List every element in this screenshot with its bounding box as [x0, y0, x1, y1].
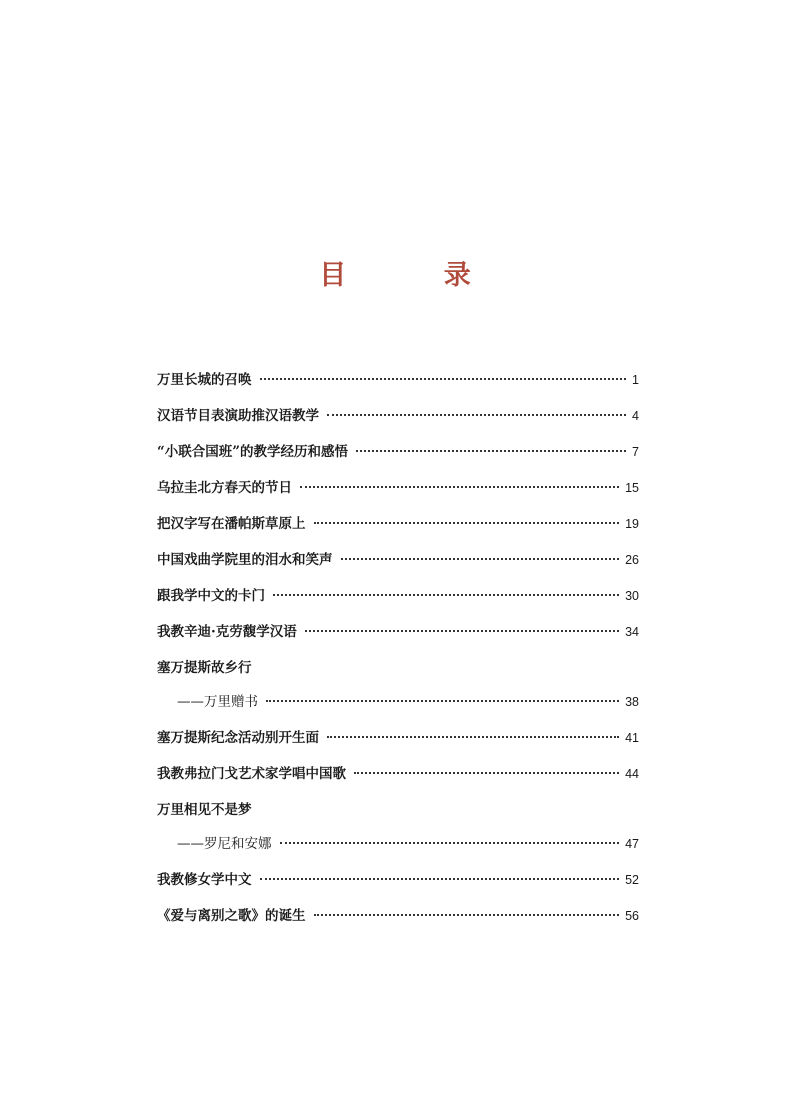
- dot-leader: [341, 558, 620, 560]
- toc-entry-page: 4: [632, 409, 639, 423]
- toc-entry-page: 56: [625, 909, 639, 923]
- toc-entry-page: 15: [625, 481, 639, 495]
- toc-entry-page: 47: [625, 837, 639, 851]
- toc-entry-page: 41: [625, 731, 639, 745]
- table-of-contents: [157, 362, 639, 934]
- dot-leader: [266, 700, 619, 702]
- toc-entry-title: 塞万提斯故乡行: [157, 660, 252, 676]
- toc-entry-page: 44: [625, 767, 639, 781]
- toc-entry-subtitle: ——万里赠书: [177, 694, 258, 710]
- toc-entry-title: 跟我学中文的卡门: [157, 588, 265, 604]
- toc-entry[interactable]: [157, 506, 639, 542]
- dot-leader: [327, 414, 626, 416]
- dot-leader: [280, 842, 620, 844]
- toc-entry-page: 52: [625, 873, 639, 887]
- dot-leader: [260, 878, 620, 880]
- toc-entry-page: 38: [625, 695, 639, 709]
- toc-entry-title: 把汉字写在潘帕斯草原上: [157, 516, 306, 532]
- toc-entry[interactable]: [157, 756, 639, 792]
- dot-leader: [327, 736, 619, 738]
- toc-entry-subtitle-row[interactable]: [157, 684, 639, 720]
- dot-leader: [354, 772, 619, 774]
- toc-entry-page: 34: [625, 625, 639, 639]
- toc-entry[interactable]: [157, 470, 639, 506]
- dot-leader: [300, 486, 619, 488]
- toc-entry-title: 《爱与离别之歌》的诞生: [157, 908, 306, 924]
- toc-entry-page: 19: [625, 517, 639, 531]
- dot-leader: [305, 630, 619, 632]
- toc-entry-page: 7: [632, 445, 639, 459]
- toc-entry[interactable]: [157, 542, 639, 578]
- toc-entry[interactable]: [157, 434, 639, 470]
- toc-entry-title: 我教辛迪·克劳馥学汉语: [157, 624, 297, 640]
- toc-entry-title: 万里长城的召唤: [157, 372, 252, 388]
- toc-entry-title: 我教弗拉门戈艺术家学唱中国歌: [157, 766, 346, 782]
- toc-entry-heading[interactable]: [157, 650, 639, 684]
- toc-entry[interactable]: [157, 720, 639, 756]
- toc-entry-subtitle: ——罗尼和安娜: [177, 836, 272, 852]
- dot-leader: [260, 378, 627, 380]
- toc-entry[interactable]: [157, 898, 639, 934]
- toc-entry-title: 汉语节目表演助推汉语教学: [157, 408, 319, 424]
- toc-entry-title: 中国戏曲学院里的泪水和笑声: [157, 552, 333, 568]
- toc-entry-title: 乌拉圭北方春天的节日: [157, 480, 292, 496]
- dot-leader: [314, 914, 620, 916]
- toc-entry-heading[interactable]: [157, 792, 639, 826]
- toc-entry-page: 26: [625, 553, 639, 567]
- toc-entry[interactable]: [157, 578, 639, 614]
- toc-entry-title: 塞万提斯纪念活动别开生面: [157, 730, 319, 746]
- toc-entry-title: “小联合国班”的教学经历和感悟: [157, 444, 349, 460]
- toc-entry-page: 30: [625, 589, 639, 603]
- dot-leader: [356, 450, 626, 452]
- toc-entry[interactable]: [157, 398, 639, 434]
- toc-entry-subtitle-row[interactable]: [157, 826, 639, 862]
- dot-leader: [314, 522, 620, 524]
- dot-leader: [273, 594, 619, 596]
- toc-entry-title: 我教修女学中文: [157, 872, 252, 888]
- toc-entry-title: 万里相见不是梦: [157, 802, 252, 818]
- toc-entry[interactable]: [157, 862, 639, 898]
- toc-entry-page: 1: [632, 373, 639, 387]
- toc-entry[interactable]: [157, 362, 639, 398]
- toc-entry[interactable]: [157, 614, 639, 650]
- page-title: 目 录: [319, 260, 515, 291]
